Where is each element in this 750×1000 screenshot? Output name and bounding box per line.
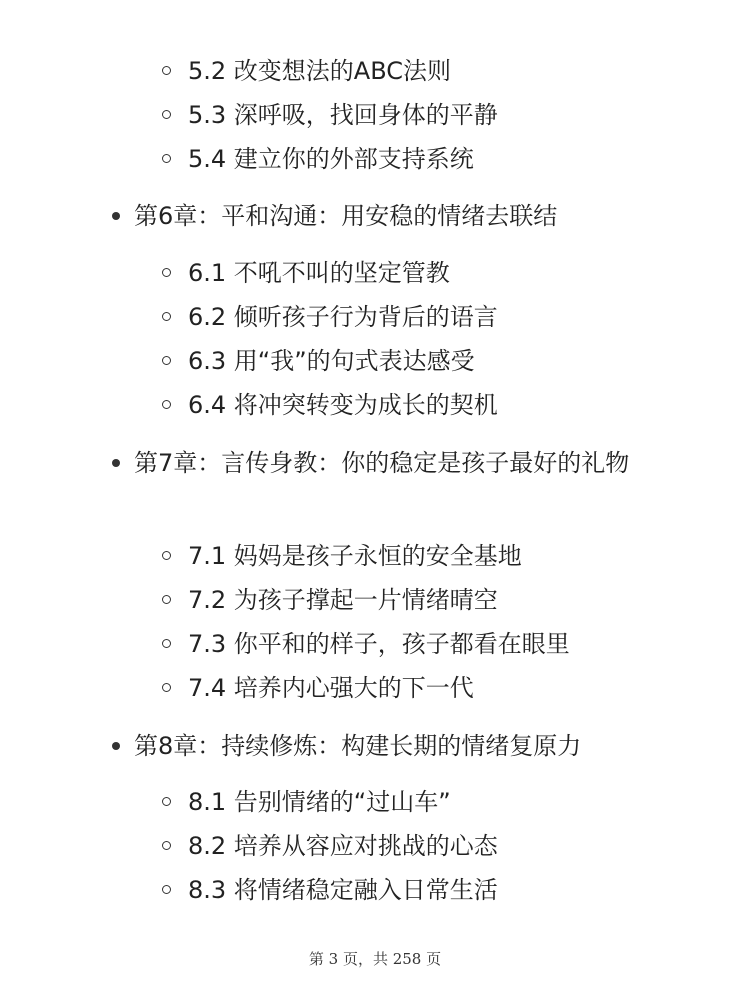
toc-section-label: 8.3 将情绪稳定融入日常生活 — [188, 876, 498, 904]
toc-section-label: 8.2 培养从容应对挑战的心态 — [188, 832, 498, 860]
toc-section-label: 7.2 为孩子撑起一片情绪晴空 — [188, 586, 498, 614]
toc-section-item[interactable] — [188, 257, 450, 289]
toc-chapter-item[interactable] — [134, 725, 674, 767]
filled-bullet-icon — [112, 459, 120, 467]
toc-section-item[interactable] — [188, 389, 498, 421]
toc-section-item[interactable] — [188, 584, 498, 616]
toc-chapter-title: 第7章：言传身教：你的稳定是孩子最好的礼物 — [134, 449, 630, 477]
toc-section-item[interactable] — [188, 301, 498, 333]
hollow-bullet-icon — [162, 683, 171, 692]
toc-section-item[interactable] — [188, 55, 451, 87]
hollow-bullet-icon — [162, 66, 171, 75]
toc-section-item[interactable] — [188, 874, 498, 906]
hollow-bullet-icon — [162, 551, 171, 560]
toc-section-label: 7.4 培养内心强大的下一代 — [188, 674, 474, 702]
toc-section-label: 6.3 用“我”的句式表达感受 — [188, 347, 475, 375]
toc-section-label: 6.2 倾听孩子行为背后的语言 — [188, 303, 498, 331]
hollow-bullet-icon — [162, 639, 171, 648]
hollow-bullet-icon — [162, 797, 171, 806]
toc-chapter-title: 第8章：持续修炼：构建长期的情绪复原力 — [134, 732, 582, 760]
toc-section-item[interactable] — [188, 143, 474, 175]
hollow-bullet-icon — [162, 841, 171, 850]
toc-section-label: 6.1 不吼不叫的坚定管教 — [188, 259, 450, 287]
toc-section-item[interactable] — [188, 628, 570, 660]
toc-section-label: 5.4 建立你的外部支持系统 — [188, 145, 474, 173]
toc-section-label: 5.2 改变想法的ABC法则 — [188, 57, 452, 85]
hollow-bullet-icon — [162, 154, 171, 163]
toc-chapter-item[interactable] — [134, 195, 674, 237]
toc-section-item[interactable] — [188, 345, 475, 377]
toc-section-label: 6.4 将冲突转变为成长的契机 — [188, 391, 498, 419]
filled-bullet-icon — [112, 742, 120, 750]
hollow-bullet-icon — [162, 312, 171, 321]
toc-chapter-title: 第6章：平和沟通：用安稳的情绪去联结 — [134, 202, 558, 230]
filled-bullet-icon — [112, 212, 120, 220]
toc-section-label: 5.3 深呼吸，找回身体的平静 — [188, 101, 498, 129]
toc-section-item[interactable] — [188, 786, 451, 818]
page-number-footer: 第 3 页，共 258 页 — [308, 950, 442, 968]
toc-section-label: 7.1 妈妈是孩子永恒的安全基地 — [188, 542, 522, 570]
hollow-bullet-icon — [162, 268, 171, 277]
toc-chapter-item[interactable] — [134, 442, 674, 484]
hollow-bullet-icon — [162, 110, 171, 119]
hollow-bullet-icon — [162, 356, 171, 365]
toc-section-label: 7.3 你平和的样子，孩子都看在眼里 — [188, 630, 570, 658]
hollow-bullet-icon — [162, 595, 171, 604]
toc-section-item[interactable] — [188, 540, 522, 572]
toc-section-item[interactable] — [188, 830, 498, 862]
hollow-bullet-icon — [162, 400, 171, 409]
hollow-bullet-icon — [162, 885, 171, 894]
toc-section-item[interactable] — [188, 99, 498, 131]
toc-section-item[interactable] — [188, 672, 474, 704]
toc-section-label: 8.1 告别情绪的“过山车” — [188, 788, 451, 816]
